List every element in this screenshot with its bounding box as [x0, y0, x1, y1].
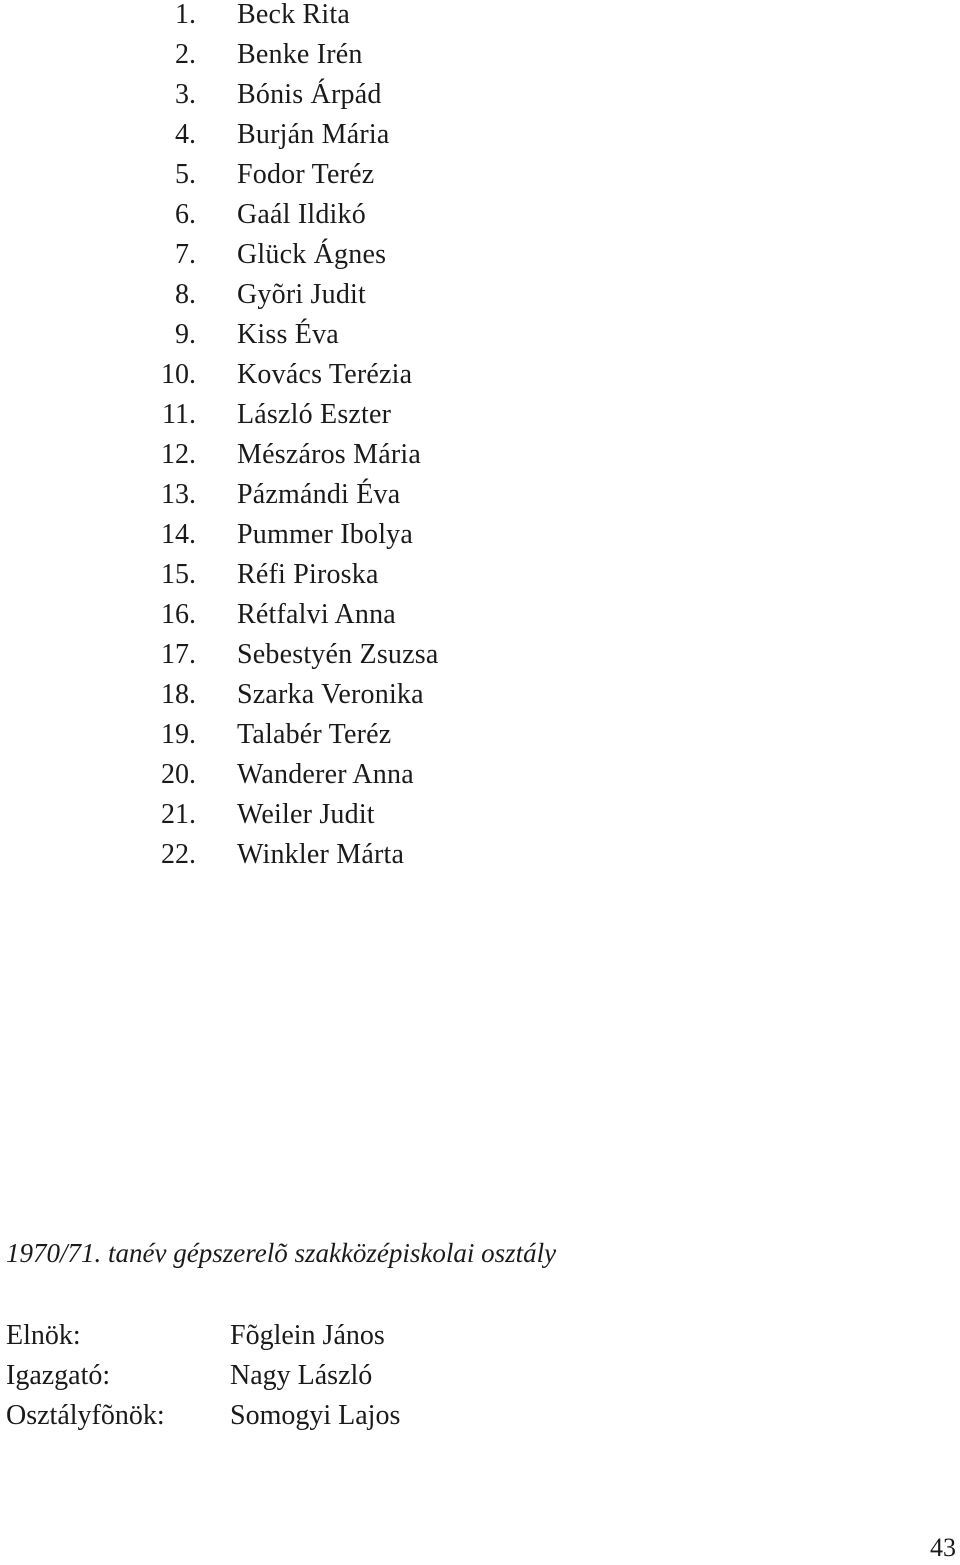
list-item	[0, 317, 600, 357]
class-heading: 1970/71. tanév gépszerelõ szakközépiskolai osztály	[6, 1238, 557, 1268]
list-item	[0, 557, 600, 597]
list-item	[0, 677, 600, 717]
list-item-number: 10.	[161, 359, 196, 390]
staff-person-name: Somogyi Lajos	[230, 1400, 401, 1431]
list-item	[0, 437, 600, 477]
staff-person-name: Fõglein János	[230, 1320, 385, 1351]
list-item-number: 2.	[175, 39, 196, 70]
list-item	[0, 397, 600, 437]
student-name: Weiler Judit	[237, 799, 375, 830]
list-item-number: 7.	[175, 239, 196, 270]
student-name: Kovács Terézia	[237, 359, 413, 390]
list-item-number: 1.	[175, 0, 196, 30]
list-item	[0, 77, 600, 117]
student-name: Burján Mária	[237, 119, 390, 150]
staff-person-name: Nagy László	[230, 1360, 373, 1391]
staff-role-label: Osztályfõnök:	[6, 1400, 165, 1431]
list-item	[0, 717, 600, 757]
student-name: Talabér Teréz	[237, 719, 392, 750]
list-item-number: 5.	[175, 159, 196, 190]
list-item-number: 20.	[161, 759, 196, 790]
student-name: Bónis Árpád	[237, 79, 382, 110]
list-item	[0, 477, 600, 517]
staff-row	[6, 1398, 606, 1438]
list-item	[0, 637, 600, 677]
list-item-number: 11.	[162, 399, 196, 430]
list-item-number: 21.	[161, 799, 196, 830]
staff-role-label: Igazgató:	[6, 1360, 111, 1391]
student-name: Rétfalvi Anna	[237, 599, 396, 630]
student-name: Pummer Ibolya	[237, 519, 414, 550]
list-item-number: 8.	[175, 279, 196, 310]
student-name: Winkler Márta	[237, 839, 405, 870]
list-item	[0, 237, 600, 277]
list-item	[0, 797, 600, 837]
list-item-number: 4.	[175, 119, 196, 150]
student-name: Réfi Piroska	[237, 559, 379, 590]
list-item	[0, 37, 600, 77]
list-item	[0, 157, 600, 197]
student-name: Kiss Éva	[237, 319, 339, 350]
list-item-number: 16.	[161, 599, 196, 630]
student-name: Beck Rita	[237, 0, 350, 30]
list-item-number: 15.	[161, 559, 196, 590]
staff-row	[6, 1318, 606, 1358]
list-item-number: 12.	[161, 439, 196, 470]
student-name: Sebestyén Zsuzsa	[237, 639, 439, 670]
list-item-number: 17.	[161, 639, 196, 670]
list-item-number: 13.	[161, 479, 196, 510]
page-number: 43	[930, 1533, 956, 1562]
student-name: Fodor Teréz	[237, 159, 375, 190]
list-item-number: 3.	[175, 79, 196, 110]
list-item-number: 9.	[175, 319, 196, 350]
list-item	[0, 357, 600, 397]
list-item-number: 19.	[161, 719, 196, 750]
staff-table	[6, 1318, 606, 1438]
student-name: Glück Ágnes	[237, 239, 387, 270]
student-name: Benke Irén	[237, 39, 363, 70]
list-item	[0, 757, 600, 797]
student-list	[0, 0, 600, 880]
list-item	[0, 597, 600, 637]
list-item	[0, 277, 600, 317]
staff-row	[6, 1358, 606, 1398]
list-item	[0, 197, 600, 237]
student-name: Szarka Veronika	[237, 679, 424, 710]
student-name: Pázmándi Éva	[237, 479, 401, 510]
list-item-number: 14.	[161, 519, 196, 550]
list-item	[0, 117, 600, 157]
student-name: László Eszter	[237, 399, 392, 430]
student-name: Gyõri Judit	[237, 279, 366, 310]
list-item-number: 22.	[161, 839, 196, 870]
list-item-number: 6.	[175, 199, 196, 230]
student-name: Gaál Ildikó	[237, 199, 366, 230]
staff-role-label: Elnök:	[6, 1320, 81, 1351]
student-name: Mészáros Mária	[237, 439, 421, 470]
list-item	[0, 0, 600, 37]
list-item	[0, 837, 600, 877]
list-item	[0, 517, 600, 557]
list-item-number: 18.	[161, 679, 196, 710]
student-name: Wanderer Anna	[237, 759, 414, 790]
